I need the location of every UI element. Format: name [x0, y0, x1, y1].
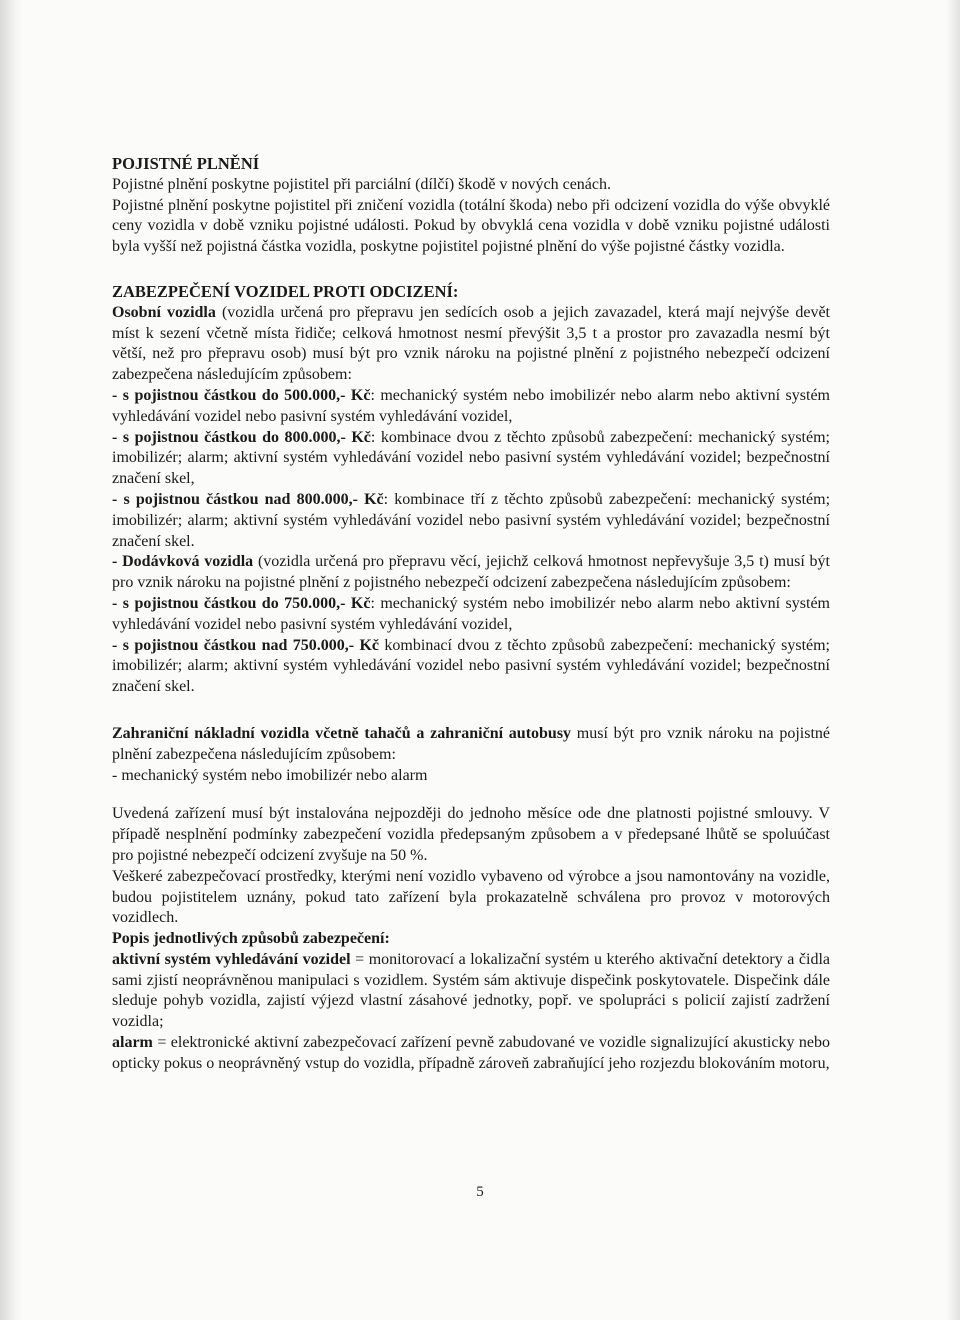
- paragraph-totalni-skoda: Pojistné plnění poskytne pojistitel při zničení vozidla (totální škoda) nebo při odcizení vozidla do výše obvyklé ceny vozidla v době vzniku pojistné události. Pokud by obvyklá cena vozidla v době vzniku pojistné události byla vyšší než pojistná částka vozidla, poskytne pojistitel pojistné plnění do výše pojistné částky vozidla.: [112, 196, 830, 256]
- paragraph-zahranicni-vozidla: Zahraniční nákladní vozidla včetně tahačů a zahraniční autobusy musí být pro vznik nároku na pojistné plnění zabezpečena následujícím způsobem:: [112, 724, 830, 763]
- term-osobni-vozidla: Osobní vozidla: [112, 303, 216, 321]
- rule-dodavkova-nad-750: - s pojistnou částkou nad 750.000,- Kč kombinací dvou z těchto způsobů zabezpečení: mechanický systém; imobilizér; alarm; aktivní systém vyhledávání vozidel nebo pasivní systém vyhledávání vozidel; bezpečnostní značení skel.: [112, 636, 831, 696]
- rule-osobni-500: - s pojistnou částkou do 500.000,- Kč: mechanický systém nebo imobilizér nebo alarm nebo aktivní systém vyhledávání vozidel nebo pasivní systém vyhledávání vozidel,: [112, 386, 830, 425]
- rule-dodavkova-do-750: - s pojistnou částkou do 750.000,- Kč: mechanický systém nebo imobilizér nebo alarm nebo aktivní systém vyhledávání vozidel nebo pasivní systém vyhledávání vozidel,: [112, 594, 830, 633]
- paragraph-zabezpecovaci-prostredky: Veškeré zabezpečovací prostředky, kterými není vozidlo vybaveno od výrobce a jsou namontovány na vozidle, budou pojistitelem uznány, pokud tato zařízení byla prokazatelně schválena pro provoz v motorových vozidlech.: [112, 867, 830, 927]
- rule-osobni-do-800: - s pojistnou částkou do 800.000,- Kč: kombinace dvou z těchto způsobů zabezpečení: mechanický systém; imobilizér; alarm; aktivní systém vyhledávání vozidel nebo pasivní systém vyhledávání vozidel; bezpečnostní značení skel,: [112, 428, 830, 488]
- definition-alarm: alarm = elektronické aktivní zabezpečovací zařízení pevně zabudované ve vozidle signalizující akusticky nebo opticky pokus o neoprávněný vstup do vozidla, případně zároveň zabraňující jeho rozjezdu blokováním motoru,: [112, 1034, 830, 1072]
- rule-zahranicni-mechanicky: - mechanický systém nebo imobilizér nebo alarm: [112, 766, 428, 784]
- page-number: 5: [476, 1184, 484, 1200]
- rule-osobni-nad-800: - s pojistnou částkou nad 800.000,- Kč: kombinace tří z těchto způsobů zabezpečení: mechanický systém; imobilizér; alarm; aktivní systém vyhledávání vozidel nebo pasivní systém vyhledávání vozidel; bezpečnostní značení skel.: [112, 490, 831, 550]
- heading-popis-zpusobu: Popis jednotlivých způsobů zabezpečení:: [112, 930, 390, 948]
- section-heading-pojistne-plneni: POJISTNÉ PLNĚNÍ: [112, 154, 260, 173]
- definition-aktivni-system: aktivní systém vyhledávání vozidel = monitorovací a lokalizační systém u kterého aktivační detektory a čidla sami zjistí neoprávněnou manipulaci s vozidlem. Systém sám aktivuje dispečink poskytovatele. Dispečink dále sleduje pohyb vozidla, zajistí výjezd vlastní zásahové jednotky, popř. ve spolupráci s policií zajistí zadržení vozidla;: [112, 950, 830, 1031]
- paragraph-lhuta-instalace: Uvedená zařízení musí být instalována nejpozději do jednoho měsíce ode dne platnosti pojistné smlouvy. V případě nesplnění podmínky zabezpečení vozidla předepsaným způsobem a v předepsané lhůtě se spoluúčast pro pojistné nebezpečí odcizení zvyšuje na 50 %.: [112, 805, 830, 864]
- paragraph-osobni-vozidla: Osobní vozidla (vozidla určená pro přepravu jen sedících osob a jejich zavazadel, která mají nejvýše devět míst k sezení včetně místa řidiče; celková hmotnost nesmí převýšit 3,5 t a prostor pro zavazadla nesmí být větší, než pro přepravu osob) musí být pro vznik nároku na pojistné plnění z pojistného nebezpečí odcizení zabezpečena následujícím způsobem:: [112, 303, 830, 384]
- paragraph-dodavkova-vozidla: - Dodávková vozidla (vozidla určená pro přepravu věcí, jejichž celková hmotnost nepřevyšuje 3,5 t) musí být pro vznik nároku na pojistné plnění z pojistného nebezpečí odcizení zabezpečena následujícím způsobem:: [112, 553, 831, 592]
- paragraph-parcialni-skoda: Pojistné plnění poskytne pojistitel při parciální (dílčí) škodě v nových cenách.: [112, 175, 611, 193]
- scan-left-shadow: [0, 0, 22, 1320]
- scan-right-shadow: [946, 0, 960, 1320]
- section-heading-zabezpeceni: ZABEZPEČENÍ VOZIDEL PROTI ODCIZENÍ:: [112, 281, 459, 301]
- document-page: [112, 154, 830, 1075]
